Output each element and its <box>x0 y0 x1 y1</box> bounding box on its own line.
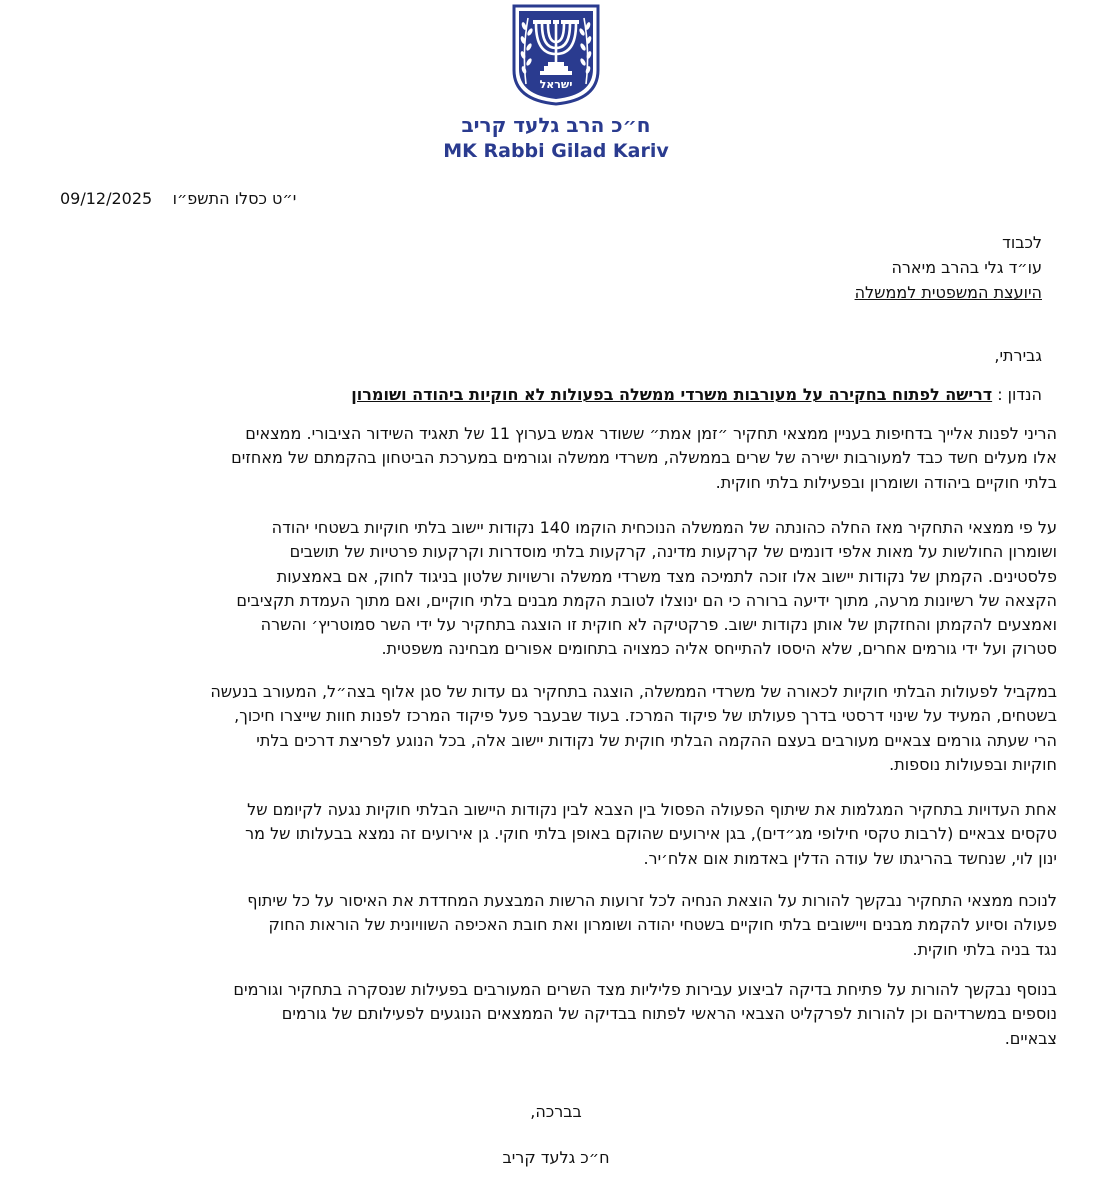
paragraph-line: במקביל לפעולות הבלתי חוקיות לכאורה של משרדי הממשלה, הוצגה בתחקיר גם עדות של סגן אלוף בצה״ל, המעורב בנעשה <box>210 682 1057 701</box>
paragraph-line: הריני לפנות אלייך בדחיפות בעניין ממצאי תחקיר ״זמן אמת״ ששודר אמש בערוץ 11 של תאגיד השידור הציבורי. ממצאים <box>245 424 1057 443</box>
greeting: גבירתי, <box>994 346 1042 365</box>
date-gregorian: 09/12/2025 <box>60 189 153 208</box>
date-hebrew: י״ט כסלו התשפ״ו <box>172 189 297 208</box>
paragraph-line: אחת העדויות בתחקיר המגלמות את שיתוף הפעולה הפסול בין הצבא לבין נקודות היישוב הבלתי חוקיות נגעה לקיומם של <box>247 800 1057 819</box>
paragraph-line: ושומרון החולשות על מאות אלפי דונמים של קרקעות מדינה, קרקעות בלתי מוסדרות וקרקעות פרטיות של תושבים <box>289 542 1057 562</box>
addressee-name: עו״ד גלי בהרב מיארה <box>891 258 1042 277</box>
paragraph-line: צבאיים. <box>1004 1028 1057 1048</box>
body-paragraph-5 <box>49 889 1057 962</box>
signature: ח״כ גלעד קריב <box>502 1148 610 1167</box>
paragraph-line: ינון לוי, שנחשד בהריגתו של עודה הדלין באדמות אום אלח׳יר. <box>643 848 1057 868</box>
emblem-word: ישראל <box>539 78 573 91</box>
addressee-to: לכבוד <box>1002 233 1042 252</box>
paragraph-line: פלסטינים. הקמתן של נקודות יישוב אלו זוכה לתמיכה מצד משרדי ממשלה ורשויות שלטון בניגוד לחוק, אם באמצעות <box>276 566 1057 586</box>
closing: בברכה, <box>530 1102 582 1121</box>
paragraph-line: הקצאה של רשיונות מרעה, מתוך ידיעה ברורה כי הם ינוצלו לטובת הקמת מבנים בלתי חוקיים, ואם מתוך העמדת תקציבים <box>236 590 1057 610</box>
paragraph-line: בשטחים, המעיד על שינוי דרסטי בדרך פעולתו של פיקוד המרכז. בעוד שבעבר פעל פיקוד המרכז לפנות חוות שייצרו חיכוך, <box>234 706 1057 726</box>
paragraph-line: סטרוק ועל ידי גורמים אחרים, שלא היססו להתייחס אליה כמצויה בתחומים אפורים מבחינה משפטית. <box>381 639 1057 659</box>
subject-label: הנדון : <box>997 385 1042 404</box>
sender-name-hebrew: ח״כ הרב גלעד קריב <box>461 113 651 137</box>
paragraph-line: הרי שעתה גורמים צבאיים מעורבים בעצם ההקמה הבלתי חוקית של נקודות יישוב אלה, בכל הנוגע לפריצת דרכים בלתי <box>256 730 1057 750</box>
paragraph-line: נגד בניה בלתי חוקית. <box>912 939 1057 959</box>
body-paragraph-4 <box>49 798 1057 871</box>
paragraph-line: לנוכח ממצאי התחקיר נבקשך להורות על הוצאת הנחיה לכל זרועות הרשות המבצעת המחדדת את האיסור על כל שיתוף <box>247 891 1057 910</box>
paragraph-line: בנוסף נבקשך להורות על פתיחת בדיקה לביצוע עבירות פליליות מצד השרים המעורבים בפעילות שנסקרה בתחקיר וגורמים <box>233 980 1057 999</box>
menorah-emblem-icon <box>510 2 602 106</box>
paragraph-line: על פי ממצאי התחקיר מאז החלה כהונתה של הממשלה הנוכחית הוקמו 140 נקודות יישוב בלתי חוקיות בשטחי יהודה <box>271 518 1057 537</box>
addressee-title: היועצת המשפטית לממשלה <box>854 283 1042 302</box>
paragraph-line: נוספים במשרדיהם וכן להורות לפרקליט הצבאי הראשי לפתוח בבדיקה של הממצאים הנוגעים לפעילותם של גורמים <box>281 1004 1057 1024</box>
body-paragraph-3 <box>49 680 1057 777</box>
subject-line <box>52 382 1042 407</box>
paragraph-line: אלו מעלים חשד כבד למעורבות ישירה של שרים בממשלה, משרדי ממשלה וגורמים במערכת הביטחון בהקמתם של מאחזים <box>231 448 1057 468</box>
paragraph-line: טקסים צבאיים (לרבות טקסי חילופי מג״דים), בגן אירועים שהוקם באופן בלתי חוקי. גן אירועים זה נמצא בבעלותו של מר <box>245 824 1057 844</box>
paragraph-line: פעולה וסיוע להקמת מבנים ויישובים בלתי חוקיים בשטחי יהודה ושומרון ואת חובת האכיפה השוויונית של הוראות החוק <box>268 915 1057 935</box>
subject-text: דרישה לפתוח בחקירה על מעורבות משרדי ממשלה בפעולות לא חוקיות ביהודה ושומרון <box>351 385 993 404</box>
sender-name-english: MK Rabbi Gilad Kariv <box>443 140 669 162</box>
date-line <box>60 188 480 210</box>
paragraph-line: ואמצעים להקמתן והחזקתן של אותן נקודות ישוב. פרקטיקה לא חוקית זו הוצגה בתחקיר על ידי השר סמוטריץ׳ והשרה <box>260 615 1057 635</box>
paragraph-line: חוקיות ובפעולות נוספות. <box>889 754 1057 774</box>
body-paragraph-2 <box>49 516 1057 662</box>
body-paragraph-6 <box>49 978 1057 1051</box>
body-paragraph-1 <box>49 422 1057 495</box>
paragraph-line: בלתי חוקיים ביהודה ושומרון ובפעילות בלתי חוקית. <box>715 472 1057 492</box>
